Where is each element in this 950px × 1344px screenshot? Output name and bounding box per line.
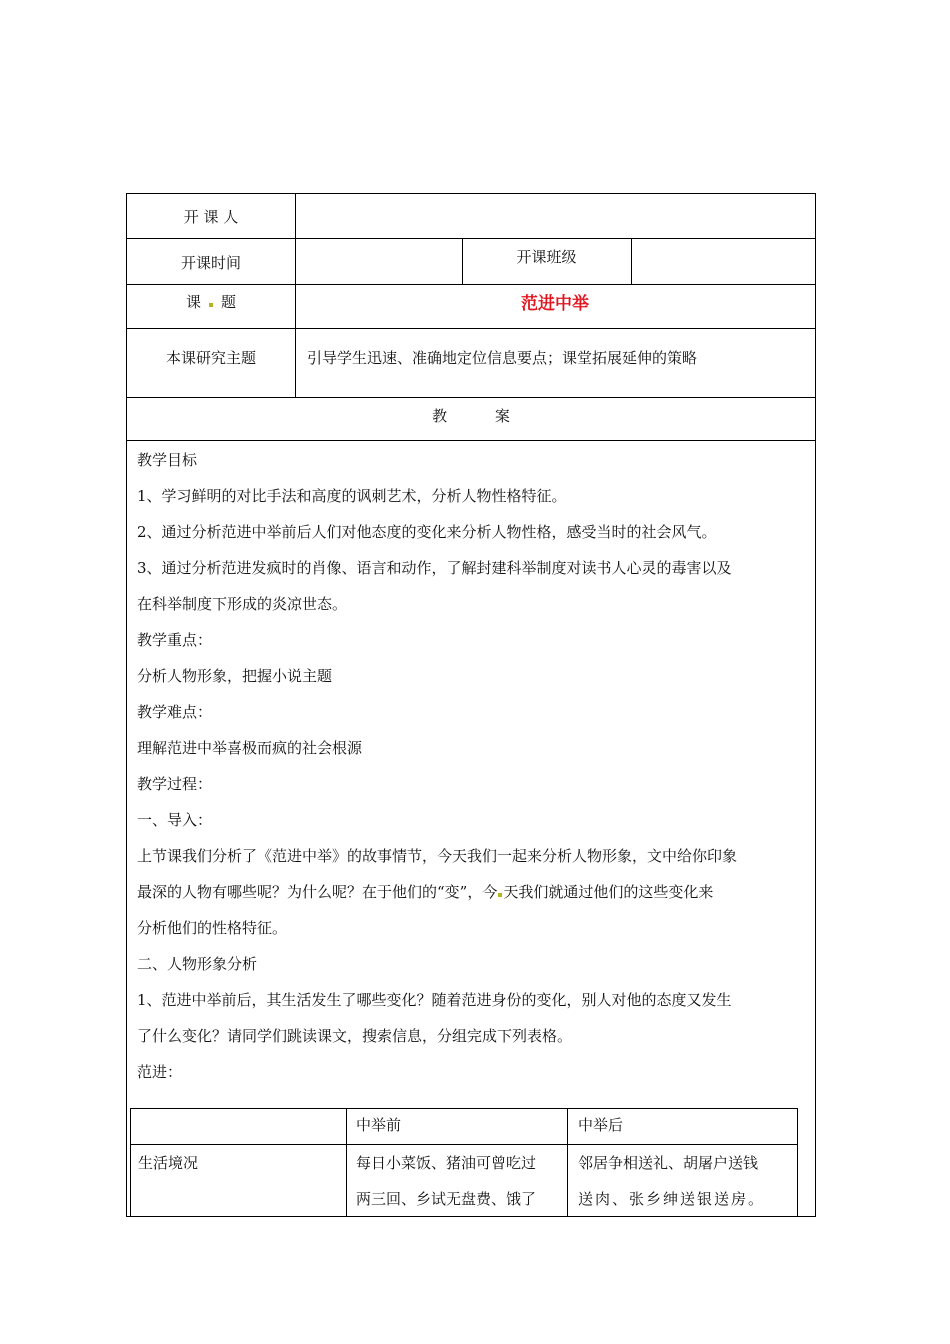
topic-label: 课 题 [185,293,237,311]
text-line: 1、学习鲜明的对比手法和高度的讽刺艺术，分析人物性格特征。 [137,487,567,505]
section-heading: 教学目标 [137,451,198,469]
research-label: 本课研究主题 [165,349,256,367]
section-heading: 教学难点： [137,703,213,721]
cell-after-line2: 送肉、张乡绅送银送房。 [578,1190,766,1208]
lesson-plan-body [137,442,809,1090]
col-divider [797,1108,798,1217]
row-label-life: 生活境况 [138,1154,199,1172]
text-line: 1、范进中举前后，其生活发生了哪些变化？随着范进身份的变化，别人对他的态度又发生 [137,991,732,1009]
lesson-plan-table [126,193,816,1217]
section-heading: 教学重点： [137,631,213,649]
text-line: 理解范进中举喜极而疯的社会根源 [137,739,363,757]
text-line: 分析人物形象，把握小说主题 [137,667,333,685]
row-divider [127,284,815,285]
lesson-title: 范进中举 [521,294,589,314]
row-divider [127,397,815,398]
teacher-label: 开 课 人 [183,208,239,226]
text-line: 最深的人物有哪些呢？为什么呢？在于他们的“变”，今 天我们就通过他们的这些变化来 [137,883,714,901]
cell-after-line1: 邻居争相送礼、胡屠户送钱 [578,1154,759,1172]
col-divider [567,1108,568,1217]
text-line: 3、通过分析范进发疯时的肖像、语言和动作，了解封建科举制度对读书人心灵的毒害以及 [137,559,732,577]
text-line: 在科举制度下形成的炎凉世态。 [137,595,348,613]
col-divider [346,1108,347,1217]
text-line: 上节课我们分析了《范进中举》的故事情节，今天我们一起来分析人物形象，文中给你印象 [137,847,738,865]
research-topic: 引导学生迅速、准确地定位信息要点；课堂拓展延伸的策略 [307,349,698,367]
text-line: 2、通过分析范进中举前后人们对他态度的变化来分析人物性格，感受当时的社会风气。 [137,523,717,541]
section-heading: 教学过程： [137,775,213,793]
text-line: 了什么变化？请同学们跳读课文，搜索信息，分组完成下列表格。 [137,1027,573,1045]
marker-dot [498,893,502,897]
text-line: 分析他们的性格特征。 [137,919,288,937]
text-line: 范进： [137,1063,183,1081]
cell-before-line1: 每日小菜饭、猪油可曾吃过 [356,1154,537,1172]
time-label: 开课时间 [180,254,241,272]
header-before: 中举前 [356,1116,402,1134]
plan-heading: 教 案 [432,407,510,425]
row-divider [127,440,815,441]
fan-jin-comparison-table [130,1108,798,1217]
header-after: 中举后 [578,1116,624,1134]
class-label: 开课班级 [516,248,577,266]
section-heading: 一、导入： [137,811,213,829]
col-divider [631,238,632,284]
cell-before-line2: 两三回、乡试无盘费、饿了 [356,1190,537,1208]
row-divider [127,238,815,239]
row-divider [130,1144,798,1145]
section-heading: 二、人物形象分析 [137,955,258,973]
row-divider [127,328,815,329]
marker-dot [209,303,213,307]
